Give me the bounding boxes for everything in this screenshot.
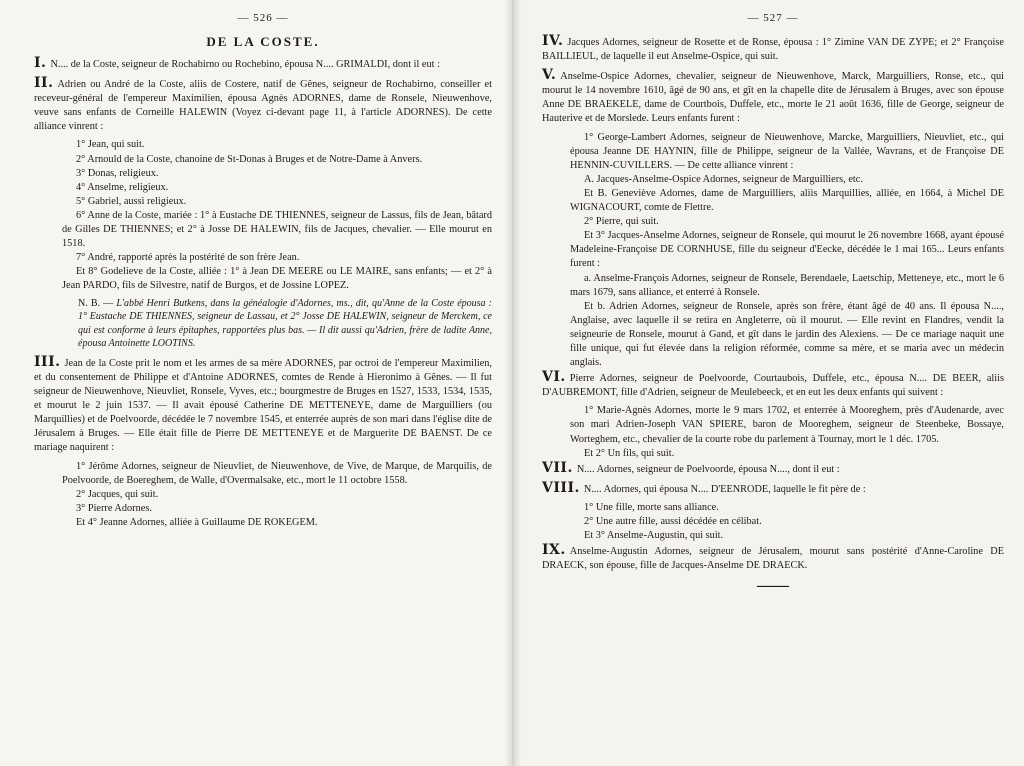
section-heading: DE LA COSTE. [206, 34, 320, 49]
entry-text: Jacques Adornes, seigneur de Rosette et de Ronse, épousa : 1° Zimine VAN DE ZYPE; et 2° Françoise BAILLIEUL, de laquelle il eut Anselme-Ospice, qui suit. [542, 37, 1004, 63]
entry-text: N.... Adornes, qui épousa N.... D'EENRODE, laquelle le fit père de : [583, 483, 866, 495]
child-line: 7° André, rapporté après la postérité de son frère Jean. [76, 252, 300, 264]
child-line: Et 2° Un fils, qui suit. [584, 447, 675, 459]
generation-entry [34, 355, 492, 456]
generation-entry [542, 370, 1004, 400]
child-line: Et 3° Anselme-Augustin, qui suit. [584, 530, 724, 542]
generation-entry [34, 76, 492, 134]
generation-entry [542, 34, 1004, 64]
child-line: 1° Une fille, morte sans alliance. [584, 501, 719, 513]
generation-numeral: III. [34, 353, 61, 370]
child-line: Et b. Adrien Adornes, seigneur de Ronsele, après son frère, étant âgé de 40 ans. Il épousa N...., Anglaise, avec laquelle il se retira en Angleterre, où il mourut. — Elle revint en Flandres, vendit la seigneurie de Ronsele, mourut à Gand, et gît dans le jardin des Alexiens. — De ce mariage naquit une fille unique, qui fut élevée dans la religion réformée, comme sa mère, et se maria avec un médecin anglais. [570, 300, 1004, 369]
entry-text: Jean de la Coste prit le nom et les armes de sa mère ADORNES, par octroi de l'empereur Maximilien, et du consentement de Philippe et d'Antoine ADORNES, comtes de Rende à Hieronimo à Gênes. — Il fut seigneur de Nieuwenhove, Nieuvliet, Ronsele, Vyves, etc.; bourgmestre de Bruges en 1527, 1533, 1534, 1535, et mourut le 2 juin 1537. — Il avait épousé Catherine DE METTENEYE, dame de Marguilliers (ou Marquillies) et de Poelvoorde, décédée le 7 novembre 1545, et enterrée auprès de son mari dans l'église dite de Jérusalem à Bruges. — Elle était fille de Pierre DE METTENEYE et de Marguerite DE BAENST. De ce mariage naquirent : [34, 357, 492, 454]
entry-text: Anselme-Augustin Adornes, seigneur de Jérusalem, mourut sans postérité d'Anne-Caroline DE DRAECK, son épouse, fille de Jacques-Anselme DE DRAECK. [542, 546, 1004, 572]
right-page [512, 0, 1024, 766]
generation-numeral: VIII. [542, 479, 580, 496]
child-line: Et 4° Jeanne Adornes, alliée à Guillaume DE ROKEGEM. [76, 516, 318, 528]
generation-entry [542, 461, 1004, 477]
child-line: Et 3° Jacques-Anselme Adornes, seigneur de Ronsele, qui mourut le 26 novembre 1668, ayant épousé Madeleine-Françoise DE CORNHUSE, fille du seigneur d'Eecke, décédée le 1 mai 165... Leurs enfants furent : [570, 230, 1004, 270]
child-line: 2° Une autre fille, aussi décédée en célibat. [584, 516, 762, 527]
child-line: 5° Gabriel, aussi religieux. [76, 195, 187, 207]
child-line: 6° Anne de la Coste, mariée : 1° à Eustache DE THIENNES, seigneur de Lassus, fils de Jean, bâtard de Gilles DE THIENNES; et 2° à Josse DE HALEWIN, fils de Jacques, chevalier. — Elle mourut en 1518. [62, 209, 492, 250]
generation-numeral: IX. [542, 542, 566, 559]
nota-bene [34, 297, 492, 351]
child-line: Et B. Geneviève Adornes, dame de Marguilliers, aliis Marquillies, alliée, en 1664, à Michel DE WIGNACOURT, comte de Flettre. [570, 187, 1004, 214]
child-line: 2° Arnould de la Coste, chanoine de St-Donas à Bruges et de Notre-Dame à Anvers. [76, 153, 423, 165]
child-line: 1° Marie-Agnès Adornes, morte le 9 mars 1702, et enterrée à Mooreghem, près d'Audenarde, avec son mari Adrien-Joseph VAN SPIERE, baron de Mooreghem, seigneur de Steenbeke, Bossaye, Worteghem, etc., chevalier de la courte robe du parlement à Tournay, mort le 1 déc. 1705. [570, 405, 1004, 445]
entry-text: Pierre Adornes, seigneur de Poelvoorde, Courtaubois, Duffele, etc., épousa N.... DE BEER, aliis D'AUBREMONT, fille d'Adrien, seigneur de Meulebeeck, et en eut les deux enfants qui suivent : [542, 373, 1004, 399]
entry-text: N.... Adornes, seigneur de Poelvoorde, épousa N...., dont il eut : [576, 463, 840, 475]
nota-bene-lead: N. B. — [78, 297, 114, 309]
entry-text: N.... de la Coste, seigneur de Rochabirno ou Rochebino, épousa N.... GRIMALDI, dont il eut : [50, 59, 440, 70]
generation-numeral: IV. [542, 33, 564, 49]
generation-numeral: VII. [542, 459, 573, 476]
child-line: 4° Anselme, religieux. [76, 181, 169, 193]
page-number: — 526 — [237, 12, 289, 24]
child-line: Et 8° Godelieve de la Coste, alliée : 1° à Jean DE MEERE ou LE MAIRE, sans enfants; — et 2° à Jean PARDO, fils de Silvestre, natif de Burgos, et de Jossine LOPEZ. [62, 266, 492, 292]
book-gutter [505, 0, 521, 766]
child-line: 1° Jean, qui suit. [76, 139, 145, 151]
child-line: a. Anselme-François Adornes, seigneur de Ronsele, Berendaele, Laetschip, Metteneye, etc., mort le 6 mars 1679, sans alliance, et enterré à Ronsele. [570, 272, 1004, 298]
end-rule: —— [757, 577, 789, 595]
generation-entry [542, 68, 1004, 126]
page-number: — 527 — [747, 12, 799, 24]
entry-text: Adrien ou André de la Coste, aliis de Costere, natif de Gênes, seigneur de Rochabirno, conseiller et receveur-général de l'empereur Maximilien, épousa Agnès ADORNES, dame de Ronsele, Nieuwenhove, veuve sans enfants de Corneille HALEWIN (Voyez ci-devant page 11, à l'article ADORNES). De cette alliance vinrent : [34, 79, 492, 133]
child-line: 1° George-Lambert Adornes, seigneur de Nieuwenhove, Marcke, Marguilliers, Nieuvliet, etc., qui épousa Jeanne DE HAYNIN, fille de Philippe, seigneur de la Vallée, Wavrans, et de Françoise DE HENNIN-CUVILLERS. — De cette alliance vinrent : [570, 131, 1004, 171]
child-line: 1° Jérôme Adornes, seigneur de Nieuvliet, de Nieuwenhove, de Vive, de Marque, de Marquilis, de Poelvoorde, de Boereghem, de Walle, d'Overmalsake, etc., mort le 11 octobre 1558. [62, 460, 492, 486]
nota-bene-text: L'abbé Henri Butkens, dans la généalogie d'Adornes, ms., dit, qu'Anne de la Coste épousa : 1° Eustache DE THIENNES, seigneur de Lassau, et 2° Josse DE HALEWIN, seigneur de Merckem, ce qui est conforme à leurs épitaphes, rapportées plus bas. — Il dit aussi qu'Adrien, frère de ladite Anne, épousa Antoinette LOOTINS. [78, 297, 492, 350]
child-line: 3° Pierre Adornes. [76, 502, 152, 514]
child-line: 2° Pierre, qui suit. [584, 216, 659, 228]
child-line: 3° Donas, religieux. [76, 167, 159, 179]
generation-numeral: II. [34, 75, 54, 92]
generation-numeral: VI. [542, 369, 566, 386]
generation-entry [34, 56, 492, 72]
generation-entry [542, 543, 1004, 573]
generation-entry [542, 481, 1004, 497]
generation-numeral: V. [542, 67, 557, 84]
child-line: A. Jacques-Anselme-Ospice Adornes, seigneur de Marguilliers, etc. [584, 173, 863, 185]
generation-numeral: I. [34, 55, 47, 71]
entry-text: Anselme-Ospice Adornes, chevalier, seigneur de Nieuwenhove, Marck, Marguilliers, Ronse, etc., qui mourut le 14 novembre 1610, âgé de 90 ans, et gît en la chapelle dite de Jérusalem à Bruges, avec son épouse Anne DE BRAEKELE, dame de Courtbois, Duffele, etc., morte le 21 août 1636, fille de George, seigneur de Hauterive et de Morslede. Leurs enfants furent : [542, 71, 1004, 125]
child-line: 2° Jacques, qui suit. [76, 488, 159, 500]
